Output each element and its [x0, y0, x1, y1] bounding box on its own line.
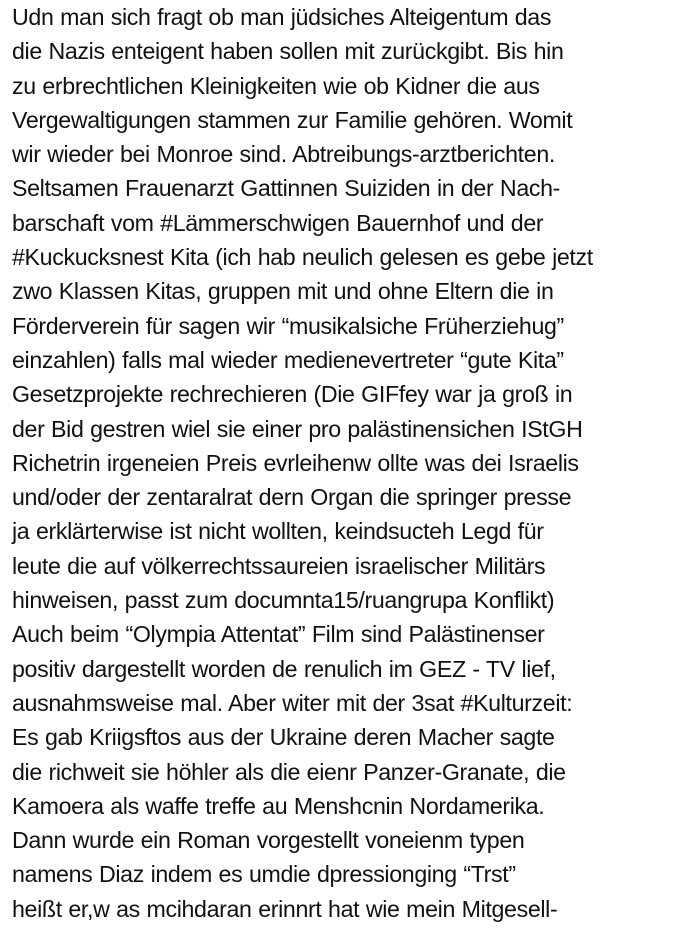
text-line: Dann wurde ein Roman vorgestellt voneienm typen — [12, 827, 525, 854]
text-line: zu erbrechtlichen Kleinigkeiten wie ob Kidner die aus — [12, 72, 540, 99]
body-text — [12, 0, 682, 926]
text-line: namens Diaz indem es umdie dpressionging “Trst” — [12, 861, 516, 888]
text-line: Gesetzprojekte rechrechieren (Die GIFfey war ja groß in — [12, 381, 573, 408]
text-line: ja erklärterwise ist nicht wollten, keindsucteh Legd für — [12, 518, 544, 545]
text-line: einzahlen) falls mal wieder medienevertreter “gute Kita” — [12, 346, 564, 373]
text-line: Auch beim “Olympia Attentat” Film sind Palästinenser — [12, 621, 545, 648]
text-line: Udn man sich fragt ob man jüdsiches Alteigentum das — [12, 4, 552, 30]
text-line: die richweit sie höhler als die eienr Panzer-Granate, die — [12, 758, 566, 785]
text-line: zwo Klassen Kitas, gruppen mit und ohne Eltern die in — [12, 278, 554, 305]
text-line: der Bid gestren wiel sie einer pro palästinensichen IStGH — [12, 415, 583, 442]
text-line: leute die auf völkerrechtssaureien israelischer Militärs — [12, 552, 546, 579]
text-line: Vergewaltigungen stammen zur Familie gehören. Womit — [12, 106, 573, 133]
text-line: positiv dargestellt worden de renulich im GEZ - TV lief, — [12, 655, 556, 682]
text-line: Es gab Kriigsftos aus der Ukraine deren Macher sagte — [12, 724, 555, 751]
text-line: #Kuckucksnest Kita (ich hab neulich gelesen es gebe jetzt — [12, 244, 593, 271]
text-line: Förderverein für sagen wir “musikalsiche Früherziehug” — [12, 312, 564, 339]
text-line: ausnahmsweise mal. Aber witer mit der 3sat #Kulturzeit: — [12, 689, 573, 716]
text-line: und/oder der zentaralrat dern Organ die springer presse — [12, 484, 572, 511]
text-line: barschaft vom #Lämmerschwigen Bauernhof und der — [12, 209, 544, 236]
text-line: die Nazis enteigent haben sollen mit zurückgibt. Bis hin — [12, 38, 564, 65]
text-line: wir wieder bei Monroe sind. Abtreibungs-arztberichten. — [12, 141, 555, 168]
text-line: Richetrin irgeneien Preis evrleihenw ollte was dei Israelis — [12, 449, 579, 476]
text-line: hinweisen, passt zum documnta15/ruangrupa Konflikt) — [12, 587, 555, 614]
text-line: Seltsamen Frauenarzt Gattinnen Suiziden in der Nach- — [12, 175, 561, 202]
text-line: Kamoera als waffe treffe au Menshcnin Nordamerika. — [12, 792, 545, 819]
text-line: heißt er,w as mcihdaran erinnrt hat wie mein Mitgesell- — [12, 895, 558, 922]
